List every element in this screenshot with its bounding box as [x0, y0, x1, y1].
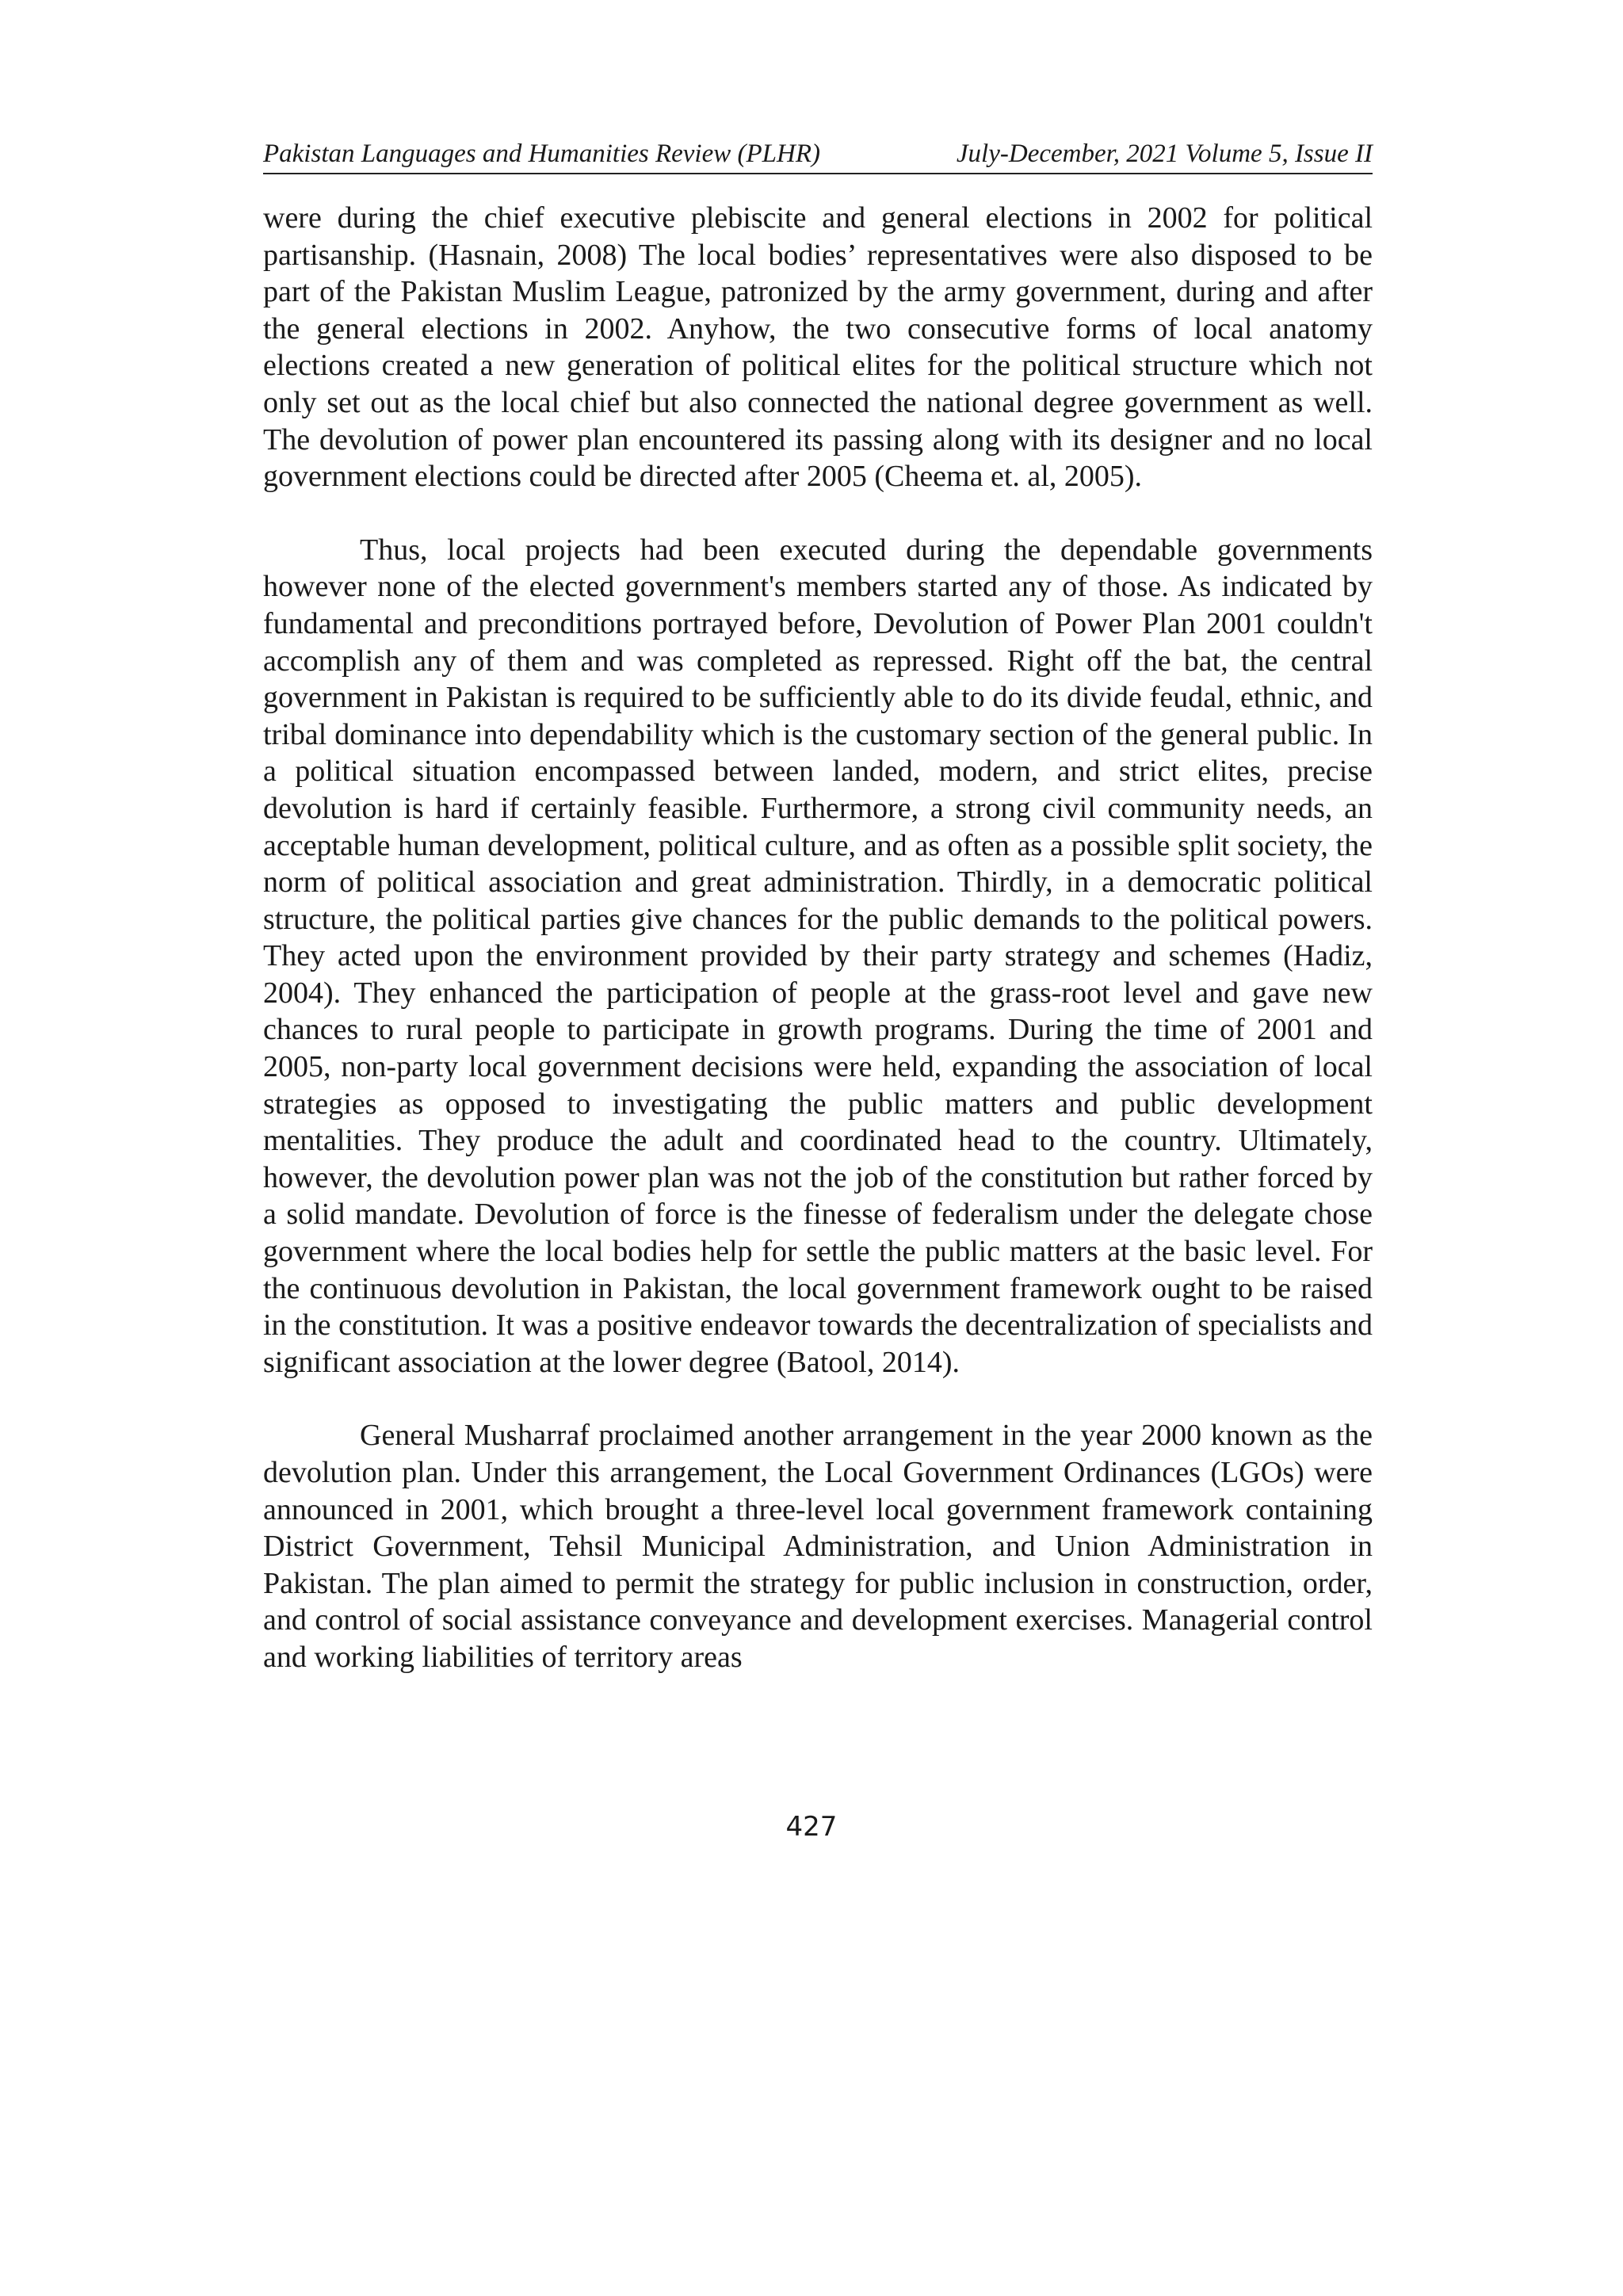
paragraph: General Musharraf proclaimed another arrangement in the year 2000 known as the devolution plan. Under this arrangement, the Local Government Ordinances (LGOs) were announced in 2001, which brought a three-level local government framework containing District Government, Tehsil Municipal Administration, and Union Administration in Pakistan. The plan aimed to permit the strategy for public inclusion in construction, order, and control of social assistance conveyance and development exercises. Managerial control and working liabilities of territory areas	[263, 1419, 1373, 1674]
paragraph: Thus, local projects had been executed during the dependable governments however none of the elected government's members started any of those. As indicated by fundamental and preconditions portrayed before, Devolution of Power Plan 2001 couldn't accomplish any of them and was completed as repressed. Right off the bat, the central government in Pakistan is required to be sufficiently able to do its divide feudal, ethnic, and tribal dominance into dependability which is the customary section of the general public. In a political situation encompassed between landed, modern, and strict elites, precise devolution is hard if certainly feasible. Furthermore, a strong civil community needs, an acceptable human development, political culture, and as often as a possible split society, the norm of political association and great administration. Thirdly, in a democratic political structure, the political parties give chances for the public demands to the political powers. They acted upon the environment provided by their party strategy and schemes (Hadiz, 2004). They enhanced the participation of people at the grass-root level and gave new chances to rural people to participate in growth programs. During the time of 2001 and 2005, non-party local government decisions were held, expanding the association of local strategies as opposed to investigating the public matters and public development mentalities. They produce the adult and coordinated head to the country. Ultimately, however, the devolution power plan was not the job of the constitution but rather forced by a solid mandate. Devolution of force is the finesse of federalism under the delegate chose government where the local bodies help for settle the public matters at the basic level. For the continuous devolution in Pakistan, the local government framework ought to be raised in the constitution. It was a positive endeavor towards the decentralization of specialists and significant association at the lower degree (Batool, 2014).	[263, 533, 1373, 1379]
paragraph-continued: were during the chief executive plebiscite and general elections in 2002 for political partisanship. (Hasnain, 2008) The local bodies’ representatives were also disposed to be part of the Pakistan Muslim League, patronized by the army government, during and after the general elections in 2002. Anyhow, the two consecutive forms of local anatomy elections created a new generation of political elites for the political structure which not only set out as the local chief but also connected the national degree government as well. The devolution of power plan encountered its passing along with its designer and no local government elections could be directed after 2005 (Cheema et. al, 2005).	[263, 201, 1373, 494]
body-text	[263, 200, 1373, 1676]
journal-title: Pakistan Languages and Humanities Review (PLHR)	[263, 139, 820, 168]
page-number: 427	[785, 1811, 838, 1843]
issue-info: July-December, 2021 Volume 5, Issue II	[956, 139, 1373, 168]
running-header	[263, 132, 1373, 174]
